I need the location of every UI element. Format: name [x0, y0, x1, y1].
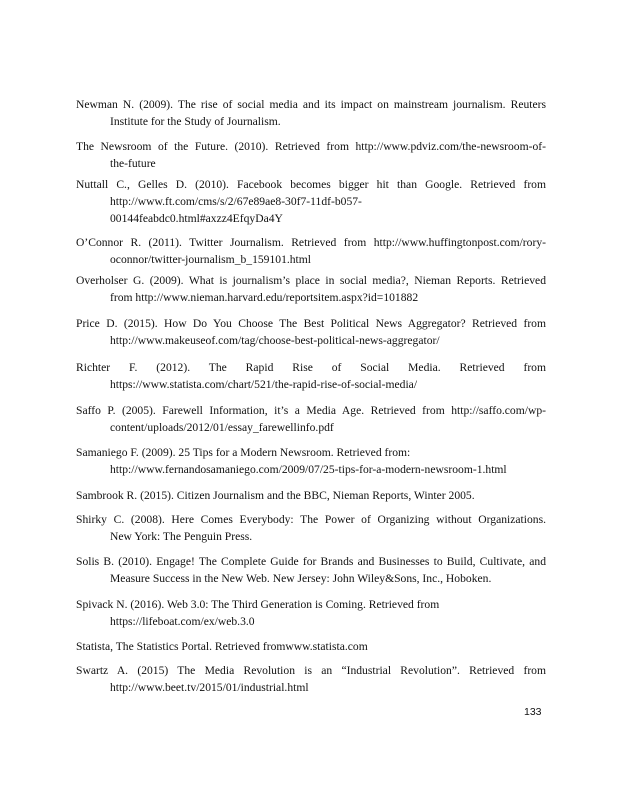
reference-line: Samaniego F. (2009). 25 Tips for a Modern Newsroom. Retrieved from: — [76, 446, 411, 459]
reference-line: Richter F. (2012). The Rapid Rise of Social Media. Retrieved from — [76, 361, 546, 374]
reference-line: https://lifeboat.com/ex/web.3.0 — [110, 615, 255, 628]
reference-line: Sambrook R. (2015). Citizen Journalism and the BBC, Nieman Reports, Winter 2005. — [76, 489, 475, 502]
reference-nuttall — [76, 176, 546, 227]
reference-overholser — [76, 272, 546, 306]
reference-newman — [76, 96, 546, 130]
reference-line: Overholser G. (2009). What is journalism’s place in social media?, Nieman Reports. Retrieved — [76, 274, 546, 287]
reference-samaniego — [76, 444, 546, 478]
reference-line: Swartz A. (2015) The Media Revolution is an “Industrial Revolution”. Retrieved from — [76, 664, 546, 677]
reference-line: Newman N. (2009). The rise of social media and its impact on mainstream journalism. Reuters — [76, 98, 546, 111]
reference-line: Measure Success in the New Web. New Jersey: John Wiley&Sons, Inc., Hoboken. — [110, 572, 492, 585]
reference-line: New York: The Penguin Press. — [110, 530, 253, 543]
reference-line: Price D. (2015). How Do You Choose The Best Political News Aggregator? Retrieved from — [76, 317, 546, 330]
reference-oconnor — [76, 234, 546, 268]
reference-line: 00144feabdc0.html#axzz4EfqyDa4Y — [110, 212, 283, 225]
reference-price — [76, 315, 546, 349]
reference-sambrook — [76, 487, 546, 504]
reference-line: Saffo P. (2005). Farewell Information, it’s a Media Age. Retrieved from http://saffo.com/wp- — [76, 404, 546, 417]
reference-line: Spivack N. (2016). Web 3.0: The Third Generation is Coming. Retrieved from — [76, 598, 440, 611]
reference-line: content/uploads/2012/01/essay_farewellinfo.pdf — [110, 421, 334, 434]
reference-line: Institute for the Study of Journalism. — [110, 115, 281, 128]
reference-line: Nuttall C., Gelles D. (2010). Facebook becomes bigger hit than Google. Retrieved from — [76, 178, 546, 191]
reference-saffo — [76, 402, 546, 436]
reference-newsroom-future — [76, 138, 546, 172]
reference-line: oconnor/twitter-journalism_b_159101.html — [110, 253, 312, 266]
reference-line: https://www.statista.com/chart/521/the-rapid-rise-of-social-media/ — [110, 378, 418, 391]
page-number: 133 — [524, 706, 542, 718]
reference-shirky — [76, 511, 546, 545]
reference-swartz — [76, 662, 546, 696]
reference-richter — [76, 359, 546, 393]
reference-line: from http://www.nieman.harvard.edu/reportsitem.aspx?id=101882 — [110, 291, 419, 304]
reference-line: the-future — [110, 157, 156, 170]
reference-line: O’Connor R. (2011). Twitter Journalism. Retrieved from http://www.huffingtonpost.com/rory- — [76, 236, 546, 249]
reference-spivack — [76, 596, 546, 630]
reference-line: http://www.fernandosamaniego.com/2009/07/25-tips-for-a-modern-newsroom-1.html — [110, 463, 507, 476]
reference-statista — [76, 638, 546, 655]
reference-line: Shirky C. (2008). Here Comes Everybody: The Power of Organizing without Organizations. — [76, 513, 546, 526]
reference-line: The Newsroom of the Future. (2010). Retrieved from http://www.pdviz.com/the-newsroom-of- — [76, 140, 546, 153]
reference-line: Statista, The Statistics Portal. Retrieved fromwww.statista.com — [76, 640, 368, 653]
reference-line: http://www.ft.com/cms/s/2/67e89ae8-30f7-11df-b057- — [110, 195, 362, 208]
reference-solis — [76, 553, 546, 587]
reference-line: Solis B. (2010). Engage! The Complete Guide for Brands and Businesses to Build, Cultivate, and — [76, 555, 546, 568]
reference-line: http://www.beet.tv/2015/01/industrial.html — [110, 681, 309, 694]
reference-line: http://www.makeuseof.com/tag/choose-best-political-news-aggregator/ — [110, 334, 440, 347]
